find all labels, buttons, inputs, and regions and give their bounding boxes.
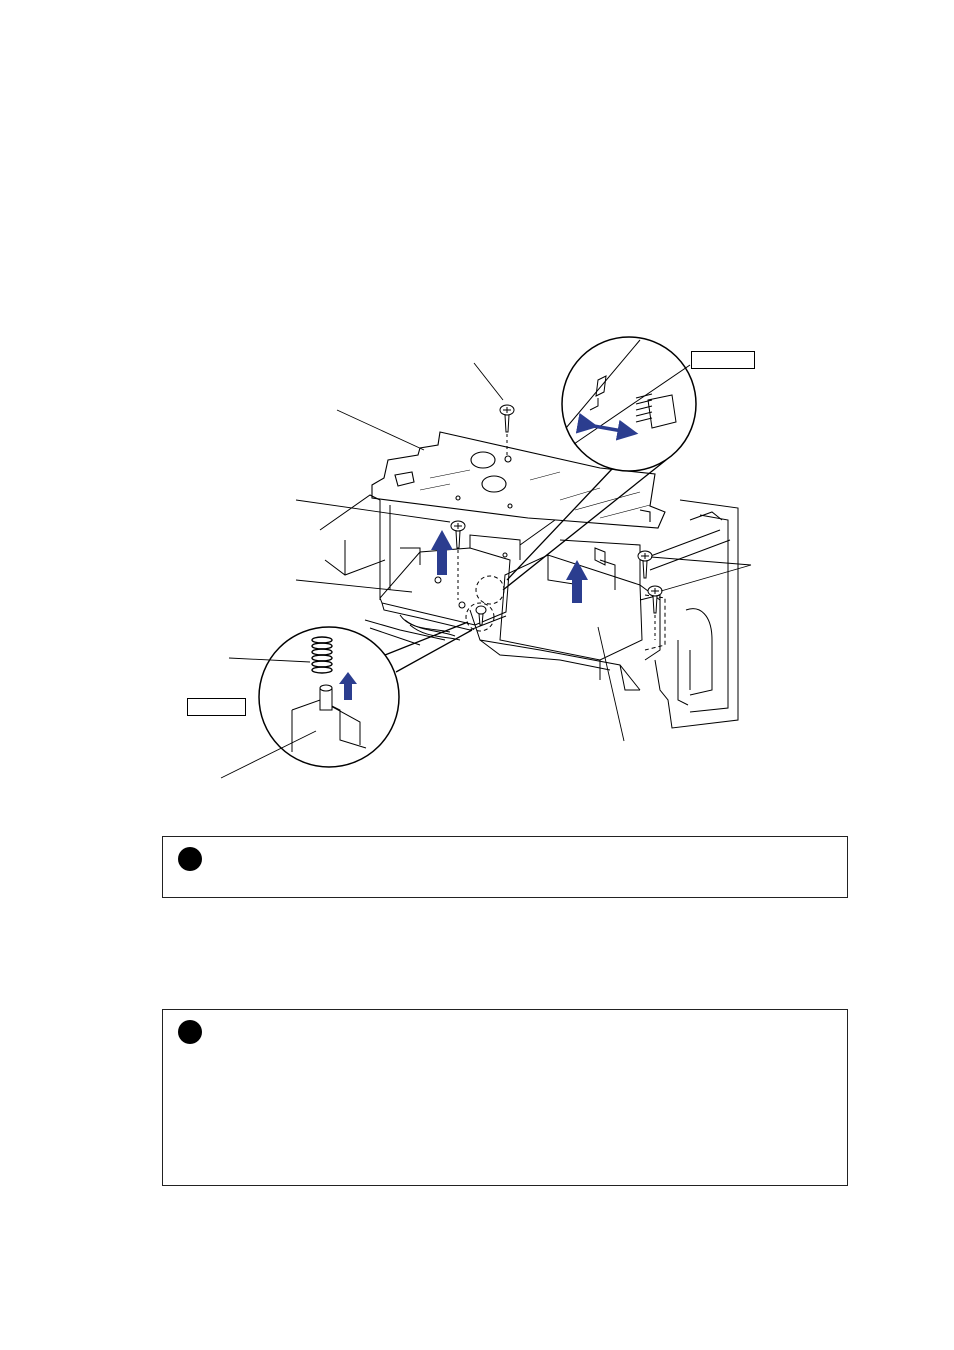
screw-pcb — [476, 606, 486, 625]
note-box-2 — [162, 1009, 848, 1186]
note-box-1 — [162, 836, 848, 898]
printer-frame — [640, 500, 738, 728]
marker-circles — [466, 576, 665, 650]
callout-tag-spring — [187, 698, 246, 716]
note-bullet-icon — [178, 847, 202, 871]
main-pcb — [380, 535, 520, 640]
callout-tag-connector — [691, 351, 755, 369]
printer-left-frame — [320, 495, 445, 645]
zoom-callout-connector — [503, 337, 696, 590]
note-bullet-icon — [178, 1020, 202, 1044]
zoom-callout-spring — [259, 622, 472, 767]
screw-top — [500, 405, 514, 458]
spring-icon — [312, 637, 332, 673]
screw-left — [451, 521, 465, 600]
removal-arrow-left — [431, 530, 453, 575]
plate-hatching — [420, 470, 650, 518]
